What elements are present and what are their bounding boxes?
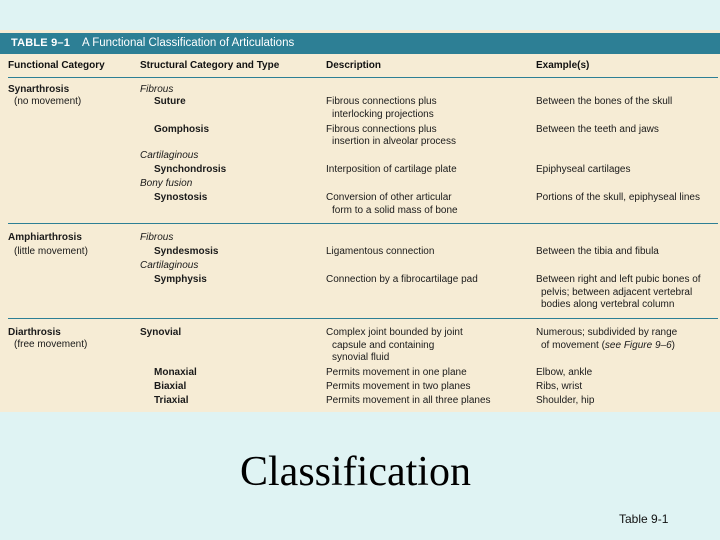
header-divider <box>8 77 718 78</box>
type-synostosis: Synostosis <box>154 192 208 203</box>
slide-caption: Table 9-1 <box>619 512 669 526</box>
category-synarthrosis: Synarthrosis <box>8 84 70 95</box>
gomphosis-description-line-1: Fibrous connections plus <box>326 124 437 135</box>
syndesmosis-description: Ligamentous connection <box>326 246 435 257</box>
type-symphysis: Symphysis <box>154 274 207 285</box>
synchondrosis-example: Epiphyseal cartilages <box>536 164 631 175</box>
table-header-row <box>0 56 720 76</box>
header-structural: Structural Category and Type <box>140 60 280 71</box>
synostosis-description-line-2: form to a solid mass of bone <box>332 205 458 216</box>
synovial-description-line-1: Complex joint bounded by joint <box>326 327 463 338</box>
symphysis-example-line-1: Between right and left pubic bones of <box>536 274 701 285</box>
gomphosis-example: Between the teeth and jaws <box>536 124 659 135</box>
triaxial-description: Permits movement in all three planes <box>326 395 491 406</box>
table-number: TABLE 9–1 <box>11 37 71 49</box>
synostosis-example: Portions of the skull, epiphyseal lines <box>536 192 700 203</box>
synovial-example-suffix: ) <box>671 340 675 351</box>
synovial-example-prefix: of movement ( <box>541 340 605 351</box>
structural-synovial: Synovial <box>140 327 182 338</box>
biaxial-example: Ribs, wrist <box>536 381 583 392</box>
structural-fibrous: Fibrous <box>140 84 174 95</box>
synovial-example-line-1: Numerous; subdivided by range <box>536 327 678 338</box>
type-synchondrosis: Synchondrosis <box>154 164 227 175</box>
header-examples: Example(s) <box>536 60 590 71</box>
category-amphiarthrosis-note: (little movement) <box>14 246 88 257</box>
triaxial-example: Shoulder, hip <box>536 395 595 406</box>
biaxial-description: Permits movement in two planes <box>326 381 471 392</box>
type-triaxial: Triaxial <box>154 395 189 406</box>
category-diarthrosis-note: (free movement) <box>14 339 88 350</box>
suture-description-line-2: interlocking projections <box>332 109 434 120</box>
structural-cartilaginous-amphi: Cartilaginous <box>140 260 199 271</box>
category-amphiarthrosis: Amphiarthrosis <box>8 232 82 243</box>
structural-cartilaginous: Cartilaginous <box>140 150 199 161</box>
row-divider-2 <box>8 318 718 319</box>
symphysis-description: Connection by a fibrocartilage pad <box>326 274 478 285</box>
synovial-description-line-2: capsule and containing <box>332 340 435 351</box>
syndesmosis-example: Between the tibia and fibula <box>536 246 659 257</box>
monaxial-example: Elbow, ankle <box>536 367 593 378</box>
type-monaxial: Monaxial <box>154 367 197 378</box>
structural-fibrous-amphi: Fibrous <box>140 232 174 243</box>
table-title-bar <box>0 33 720 54</box>
suture-description-line-1: Fibrous connections plus <box>326 96 437 107</box>
header-description: Description <box>326 60 382 71</box>
row-divider-1 <box>8 223 718 224</box>
symphysis-example-line-3: bodies along vertebral column <box>541 299 675 310</box>
slide-title: Classification <box>240 449 471 495</box>
type-suture: Suture <box>154 96 186 107</box>
type-biaxial: Biaxial <box>154 381 187 392</box>
monaxial-description: Permits movement in one plane <box>326 367 467 378</box>
structural-bony-fusion: Bony fusion <box>140 178 193 189</box>
synovial-description-line-3: synovial fluid <box>332 352 390 363</box>
header-functional: Functional Category <box>8 60 105 71</box>
suture-example: Between the bones of the skull <box>536 96 673 107</box>
gomphosis-description-line-2: insertion in alveolar process <box>332 136 456 147</box>
type-syndesmosis: Syndesmosis <box>154 246 219 257</box>
synchondrosis-description: Interposition of cartilage plate <box>326 164 457 175</box>
symphysis-example-line-2: pelvis; between adjacent vertebral <box>541 287 693 298</box>
table-title: A Functional Classification of Articulations <box>82 37 295 49</box>
figure-reference: see Figure 9–6 <box>604 340 672 351</box>
synostosis-description-line-1: Conversion of other articular <box>326 192 452 203</box>
category-diarthrosis: Diarthrosis <box>8 327 61 338</box>
category-synarthrosis-note: (no movement) <box>14 96 82 107</box>
synovial-example-line-2 <box>541 340 675 352</box>
type-gomphosis: Gomphosis <box>154 124 210 135</box>
